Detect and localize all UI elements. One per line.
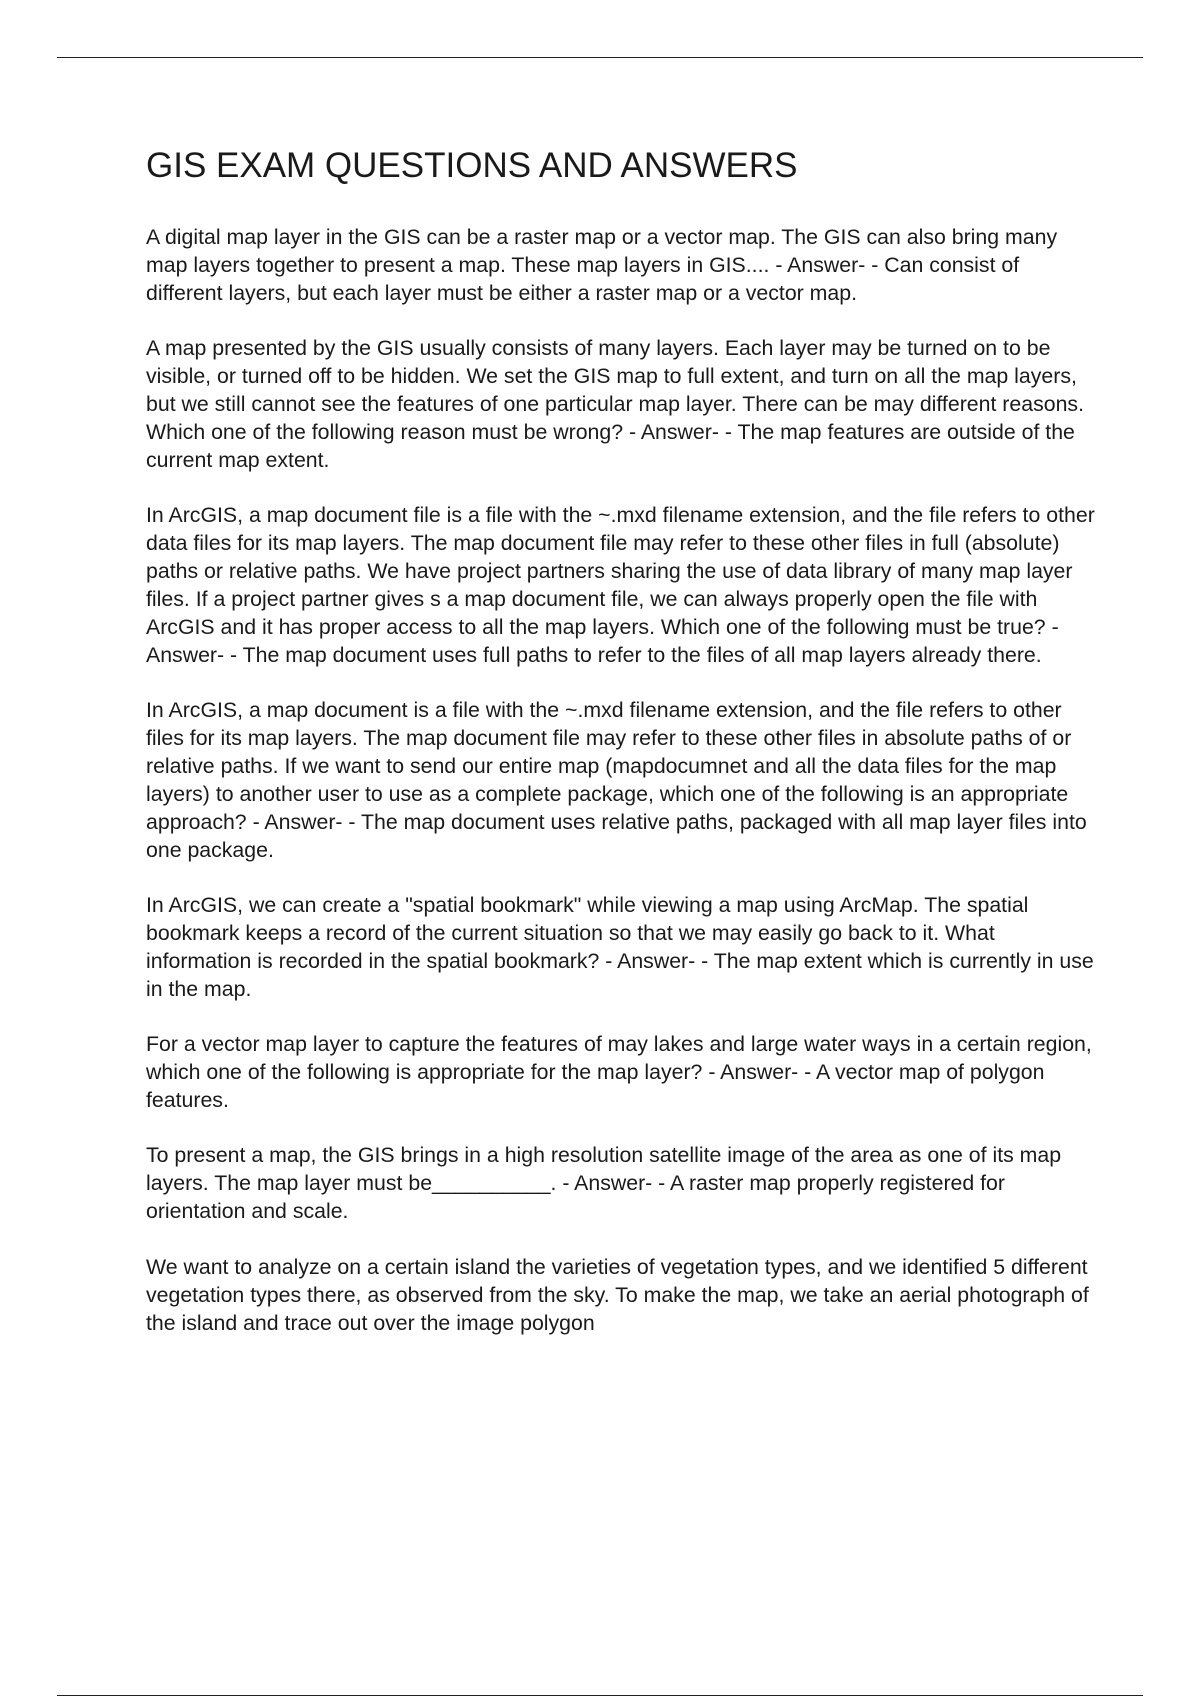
qa-paragraph-7: To present a map, the GIS brings in a high resolution satellite image of the area as one of its map layers. The map layer must be__________. - Answer- - A raster map properly registered for orientation and scale.: [146, 1143, 1062, 1224]
document-title: GIS EXAM QUESTIONS AND ANSWERS: [146, 146, 798, 185]
qa-paragraph-1: A digital map layer in the GIS can be a raster map or a vector map. The GIS can also bring many map layers together to present a map. These map layers in GIS.... - Answer- - Can consist of different layers, but each layer must be either a raster map or a vector map.: [146, 225, 1058, 305]
page-content: [146, 138, 1096, 1365]
qa-paragraph-5: In ArcGIS, we can create a "spatial bookmark" while viewing a map using ArcMap. The spatial bookmark keeps a record of the current situation so that we may easily go back to it. What information is recorded in the spatial bookmark? - Answer- - The map extent which is currently in use in the map.: [146, 893, 1094, 1001]
qa-paragraph-6: For a vector map layer to capture the features of may lakes and large water ways in a certain region, which one of the following is appropriate for the map layer? - Answer- - A vector map of polygon features.: [146, 1032, 1092, 1113]
qa-paragraph-3: In ArcGIS, a map document file is a file with the ~.mxd filename extension, and the file refers to other data files for its map layers. The map document file may refer to these other files in full (absolute) paths or relative paths. We have project partners sharing the use of data library of many map layer files. If a project partner gives s a map document file, we can always properly open the file with ArcGIS and it has proper access to all the map layers. Which one of the following must be true? - Answer- - The map document uses full paths to refer to the files of all map layers already there.: [146, 503, 1095, 667]
top-rule: [57, 57, 1143, 58]
bottom-rule: [57, 1695, 1143, 1696]
qa-paragraph-2: A map presented by the GIS usually consists of many layers. Each layer may be turned on to be visible, or turned off to be hidden. We set the GIS map to full extent, and turn on all the map layers, but we still cannot see the features of one particular map layer. There can be may different reasons. Which one of the following reason must be wrong? - Answer- - The map features are outside of the current map extent.: [146, 336, 1084, 472]
qa-paragraph-8: We want to analyze on a certain island the varieties of vegetation types, and we identified 5 different vegetation types there, as observed from the sky. To make the map, we take an aerial photograph of the island and trace out over the image polygon: [146, 1254, 1089, 1335]
qa-paragraph-4: In ArcGIS, a map document is a file with the ~.mxd filename extension, and the file refers to other files for its map layers. The map document file may refer to these other files in absolute paths of or relative paths. If we want to send our entire map (mapdocumnet and all the data files for the map layers) to another user to use as a complete package, which one of the following is an appropriate approach? - Answer- - The map document uses relative paths, packaged with all map layer files into one package.: [146, 698, 1087, 862]
